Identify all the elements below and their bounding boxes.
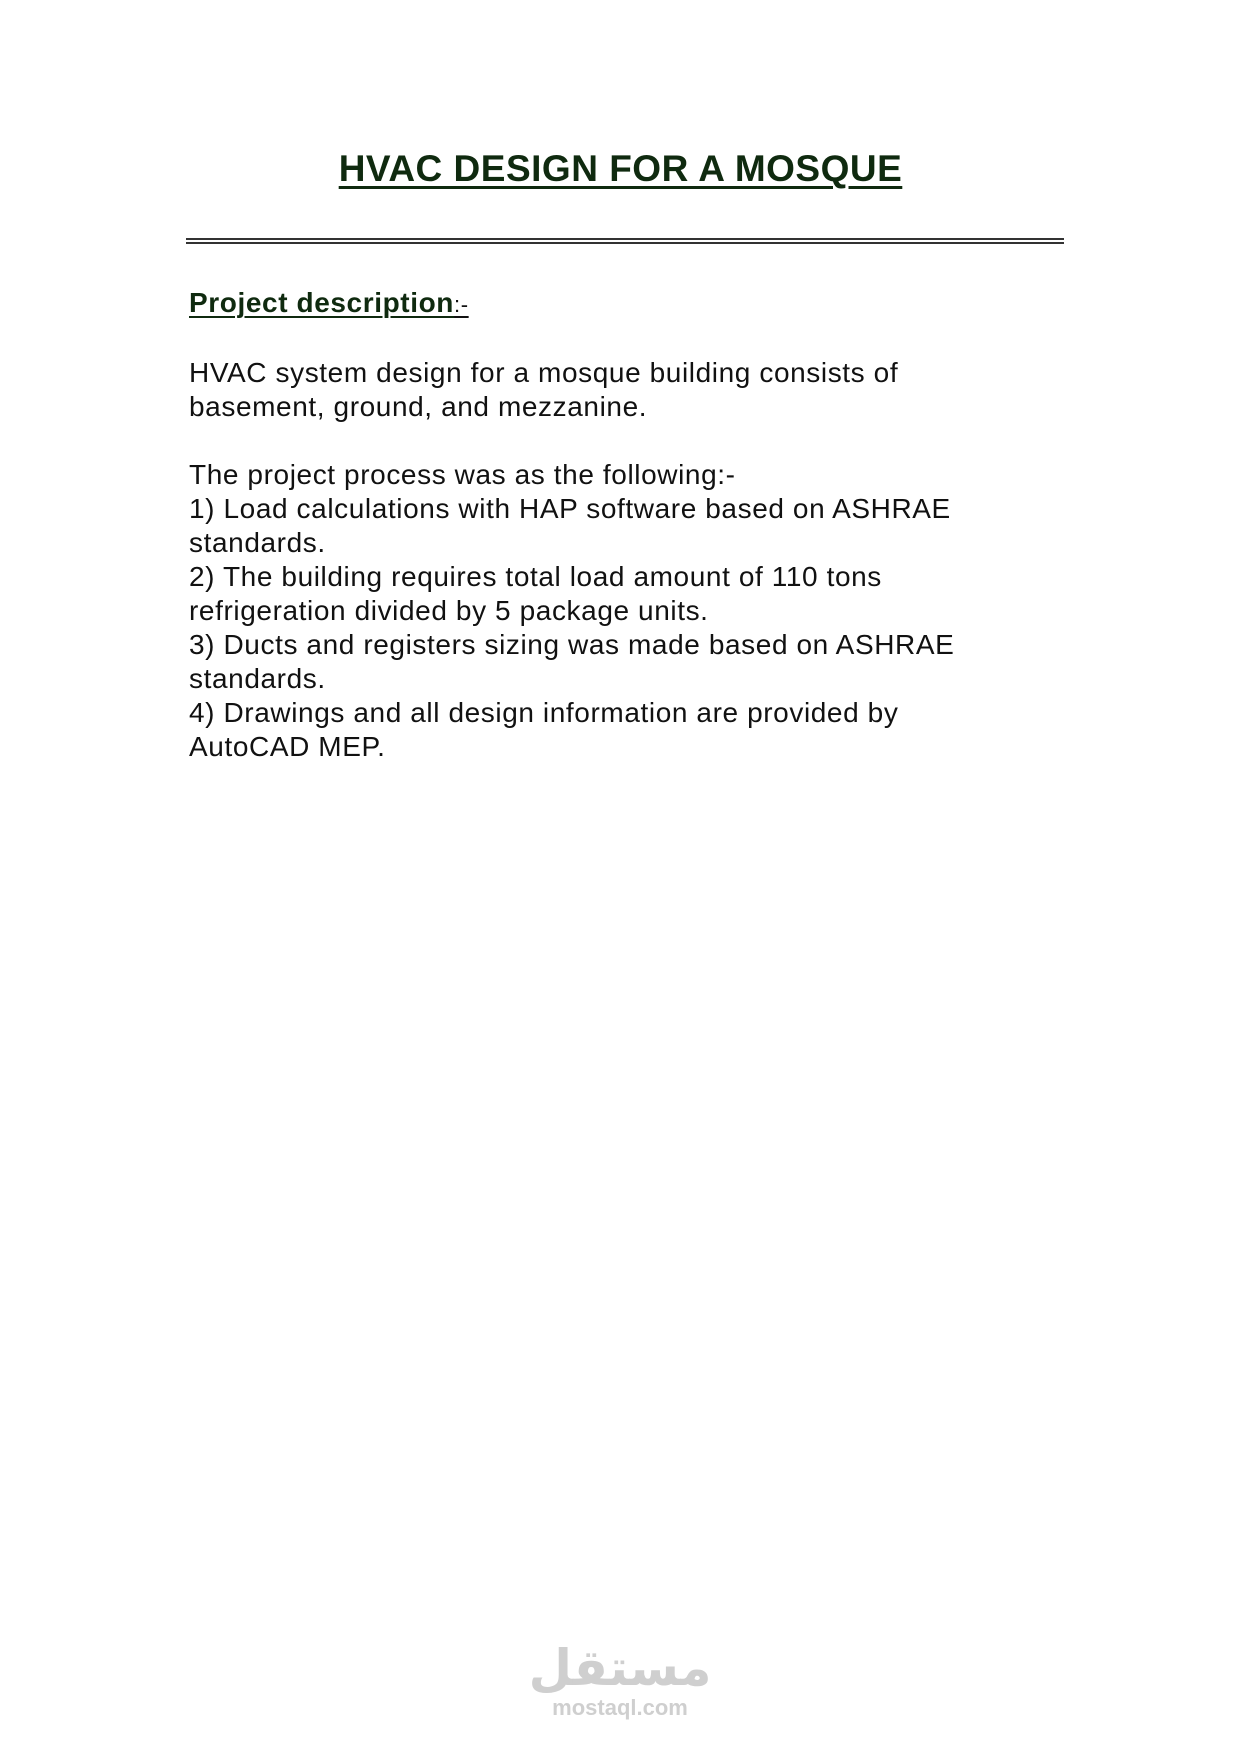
section-heading-suffix: :- xyxy=(454,292,469,317)
spacer xyxy=(189,322,1069,356)
watermark-url: mostaql.com xyxy=(552,1695,688,1720)
title-divider-top xyxy=(186,238,1064,240)
document-body xyxy=(189,286,1069,764)
process-line: 4) Drawings and all design information are provided by xyxy=(189,697,899,728)
process-line: AutoCAD MEP. xyxy=(189,731,386,762)
process-line: The project process was as the following:- xyxy=(189,459,736,490)
process-line: 1) Load calculations with HAP software based on ASHRAE xyxy=(189,493,951,524)
intro-line: basement, ground, and mezzanine. xyxy=(189,391,648,422)
mostaql-watermark xyxy=(520,1640,720,1720)
process-line: refrigeration divided by 5 package units. xyxy=(189,595,709,626)
document-title-text: HVAC DESIGN FOR A MOSQUE xyxy=(338,148,903,189)
title-divider-bottom xyxy=(186,242,1064,244)
document-title xyxy=(0,148,1241,190)
process-line: standards. xyxy=(189,527,326,558)
section-heading-line xyxy=(189,286,1069,322)
intro-line: HVAC system design for a mosque building consists of xyxy=(189,357,899,388)
process-line: standards. xyxy=(189,663,326,694)
spacer xyxy=(189,424,1069,458)
process-line: 2) The building requires total load amount of 110 tons xyxy=(189,561,882,592)
watermark-logo: مستقل xyxy=(528,1639,712,1697)
section-heading: Project description xyxy=(189,287,455,318)
process-line: 3) Ducts and registers sizing was made based on ASHRAE xyxy=(189,629,955,660)
